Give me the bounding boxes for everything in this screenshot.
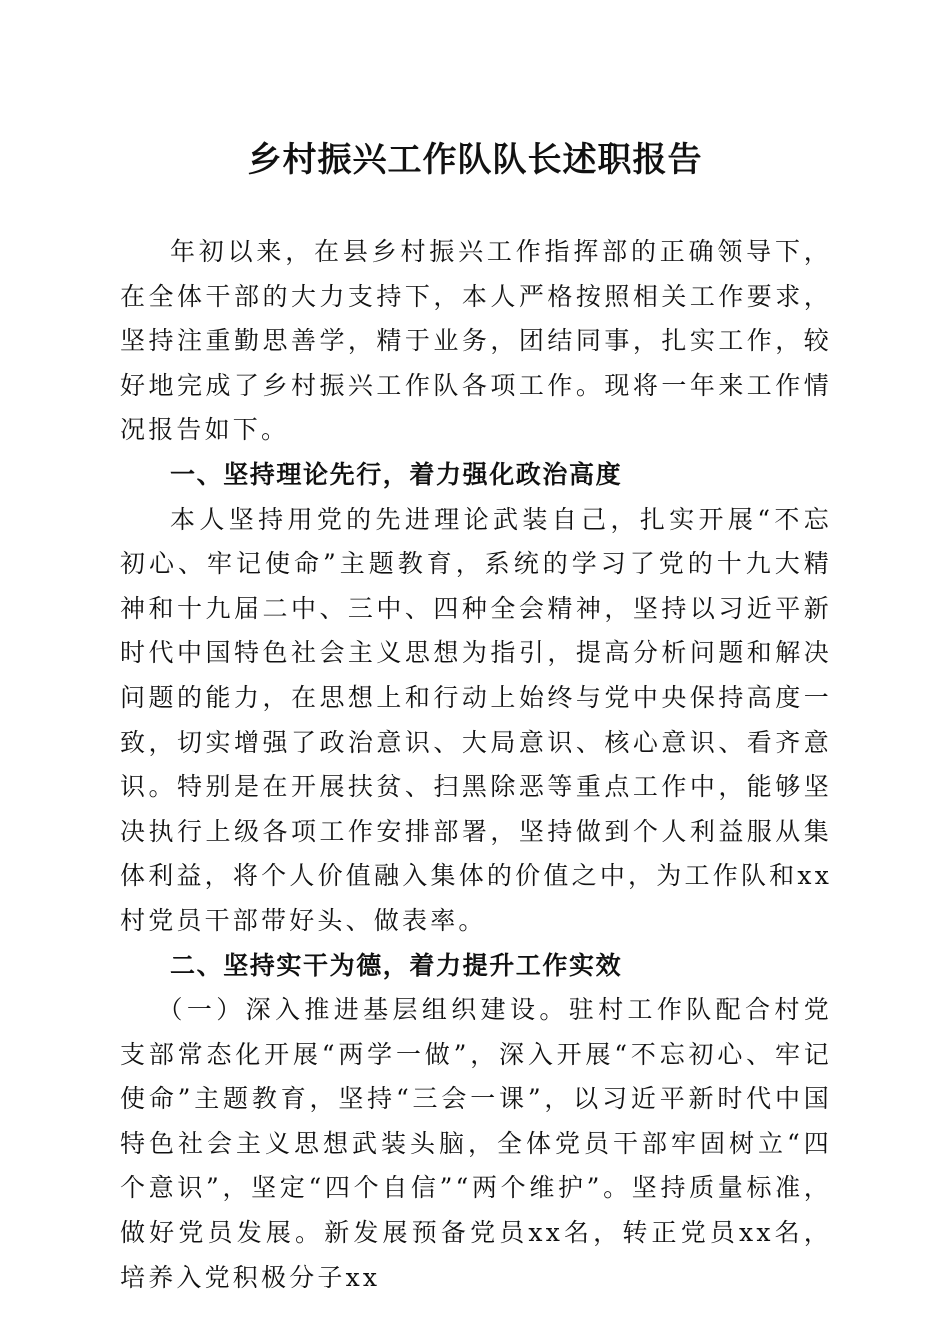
document-body [120, 230, 832, 1300]
section-2-paragraph: （一）深入推进基层组织建设。驻村工作队配合村党支部常态化开展“两学一做”，深入开展“不忘初心、牢记使命”主题教育，坚持“三会一课”，以习近平新时代中国特色社会主义思想武装头脑，全体党员干部牢固树立“四个意识”，坚定“四个自信”“两个维护”。坚持质量标准，做好党员发展。新发展预备党员xx名，转正党员xx名，培养入党积极分子xx [120, 995, 832, 1292]
document-title: 乡村振兴工作队队长述职报告 [247, 140, 703, 180]
intro-paragraph: 年初以来，在县乡村振兴工作指挥部的正确领导下，在全体干部的大力支持下，本人严格按照相关工作要求，坚持注重勤思善学，精于业务，团结同事，扎实工作，较好地完成了乡村振兴工作队各项工作。现将一年来工作情况报告如下。 [120, 237, 832, 445]
section-1-heading: 一、坚持理论先行，着力强化政治高度 [170, 459, 623, 489]
section-1-paragraph: 本人坚持用党的先进理论武装自己，扎实开展“不忘初心、牢记使命”主题教育，系统的学习了党的十九大精神和十九届二中、三中、四种全会精神，坚持以习近平新时代中国特色社会主义思想为指引，提高分析问题和解决问题的能力，在思想上和行动上始终与党中央保持高度一致，切实增强了政治意识、大局意识、核心意识、看齐意识。特别是在开展扶贫、扫黑除恶等重点工作中，能够坚决执行上级各项工作安排部署，坚持做到个人利益服从集体利益，将个人价值融入集体的价值之中，为工作队和xx村党员干部带好头、做表率。 [120, 504, 832, 935]
section-2-heading: 二、坚持实干为德，着力提升工作实效 [170, 950, 623, 980]
